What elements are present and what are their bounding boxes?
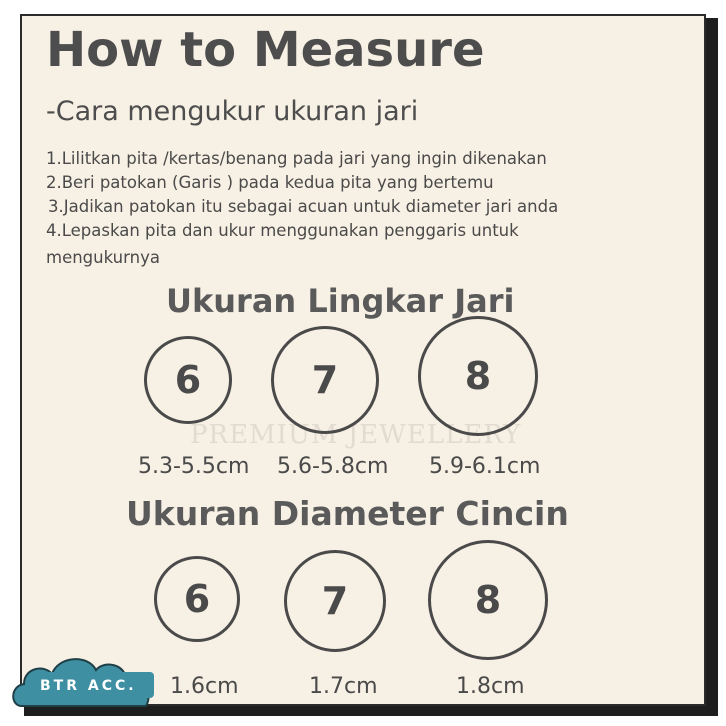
ring-size-label: 8 [474,578,502,622]
logo-text: BTR ACC. [40,678,137,694]
step-1: 1.Lilitkan pita /kertas/benang pada jari yang ingin dikenakan [46,149,547,168]
step-3: 3.Jadikan patokan itu sebagai acuan untuk diameter jari anda [48,197,559,216]
page-title: How to Measure [46,22,485,78]
diameter-value-6: 1.6cm [170,674,239,699]
ring-size-label: 8 [464,354,492,398]
diameter-value-7: 1.7cm [309,674,378,699]
frame-shadow-right [706,18,718,710]
ring-size-6-diameter [154,556,240,642]
circumference-heading: Ukuran Lingkar Jari [166,282,515,320]
diameter-value-8: 1.8cm [456,674,525,699]
diameter-heading: Ukuran Diameter Cincin [126,494,569,533]
ring-size-7-circumference [271,326,379,434]
ring-size-label: 6 [174,358,202,402]
step-4-continued: mengukurnya [46,248,160,267]
ring-size-label: 7 [311,358,339,402]
ring-size-8-circumference [418,316,538,436]
step-2: 2.Beri patokan (Garis ) pada kedua pita yang bertemu [46,173,494,192]
ring-size-6-circumference [144,336,232,424]
watermark-text: PREMIUM JEWELLERY [190,420,522,450]
page-subtitle: -Cara mengukur ukuran jari [46,96,419,127]
ring-size-8-diameter [428,540,548,660]
ring-size-7-diameter [284,550,386,652]
circumference-range-7: 5.6-5.8cm [277,454,389,479]
circumference-range-6: 5.3-5.5cm [138,454,250,479]
circumference-range-8: 5.9-6.1cm [429,454,541,479]
step-4: 4.Lepaskan pita dan ukur menggunakan penggaris untuk [46,221,519,240]
ring-size-label: 6 [183,577,211,621]
ring-size-label: 7 [321,579,349,623]
